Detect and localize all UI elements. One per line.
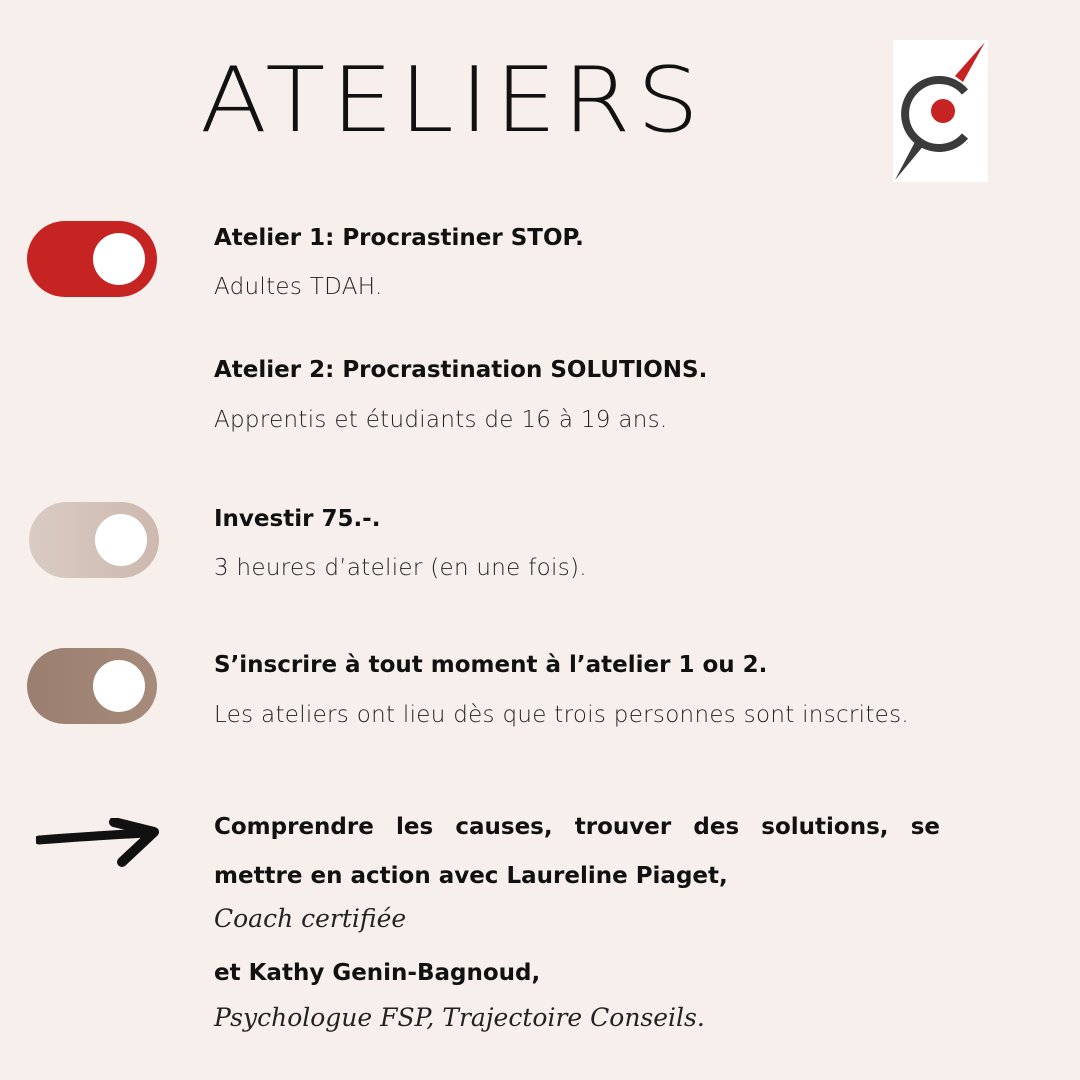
page-title: ATELIERS xyxy=(200,48,705,154)
toggle-knob xyxy=(93,233,145,285)
atelier-2-audience: Apprentis et étudiants de 16 à 19 ans. xyxy=(214,407,668,433)
compass-icon xyxy=(893,40,988,182)
toggle-beige[interactable] xyxy=(29,502,159,578)
registration-note: Les ateliers ont lieu dès que trois personnes sont inscrites. xyxy=(214,702,910,728)
closing-line-2: mettre en action avec Laureline Piaget, xyxy=(214,863,728,889)
closing-line-3: et Kathy Genin-Bagnoud, xyxy=(214,960,541,986)
duration-text: 3 heures d’atelier (en une fois). xyxy=(214,555,587,581)
toggle-red[interactable] xyxy=(27,221,157,297)
arrow-right-icon xyxy=(36,818,160,868)
psychologist-role: Psychologue FSP, Trajectoire Conseils. xyxy=(214,1003,705,1032)
price-heading: Investir 75.-. xyxy=(214,506,381,532)
compass-logo xyxy=(893,40,988,182)
compass-needle-north xyxy=(955,42,985,82)
closing-line-1: Comprendre les causes, trouver des solutions, se xyxy=(214,814,940,840)
coach-role: Coach certifiée xyxy=(214,904,407,933)
atelier-1-audience: Adultes TDAH. xyxy=(214,274,383,300)
toggle-knob xyxy=(95,514,147,566)
compass-center xyxy=(931,99,955,123)
registration-heading: S’inscrire à tout moment à l’atelier 1 ou 2. xyxy=(214,652,768,678)
toggle-brown[interactable] xyxy=(27,648,157,724)
toggle-knob xyxy=(93,660,145,712)
atelier-2-heading: Atelier 2: Procrastination SOLUTIONS. xyxy=(214,357,708,383)
atelier-1-heading: Atelier 1: Procrastiner STOP. xyxy=(214,225,584,251)
